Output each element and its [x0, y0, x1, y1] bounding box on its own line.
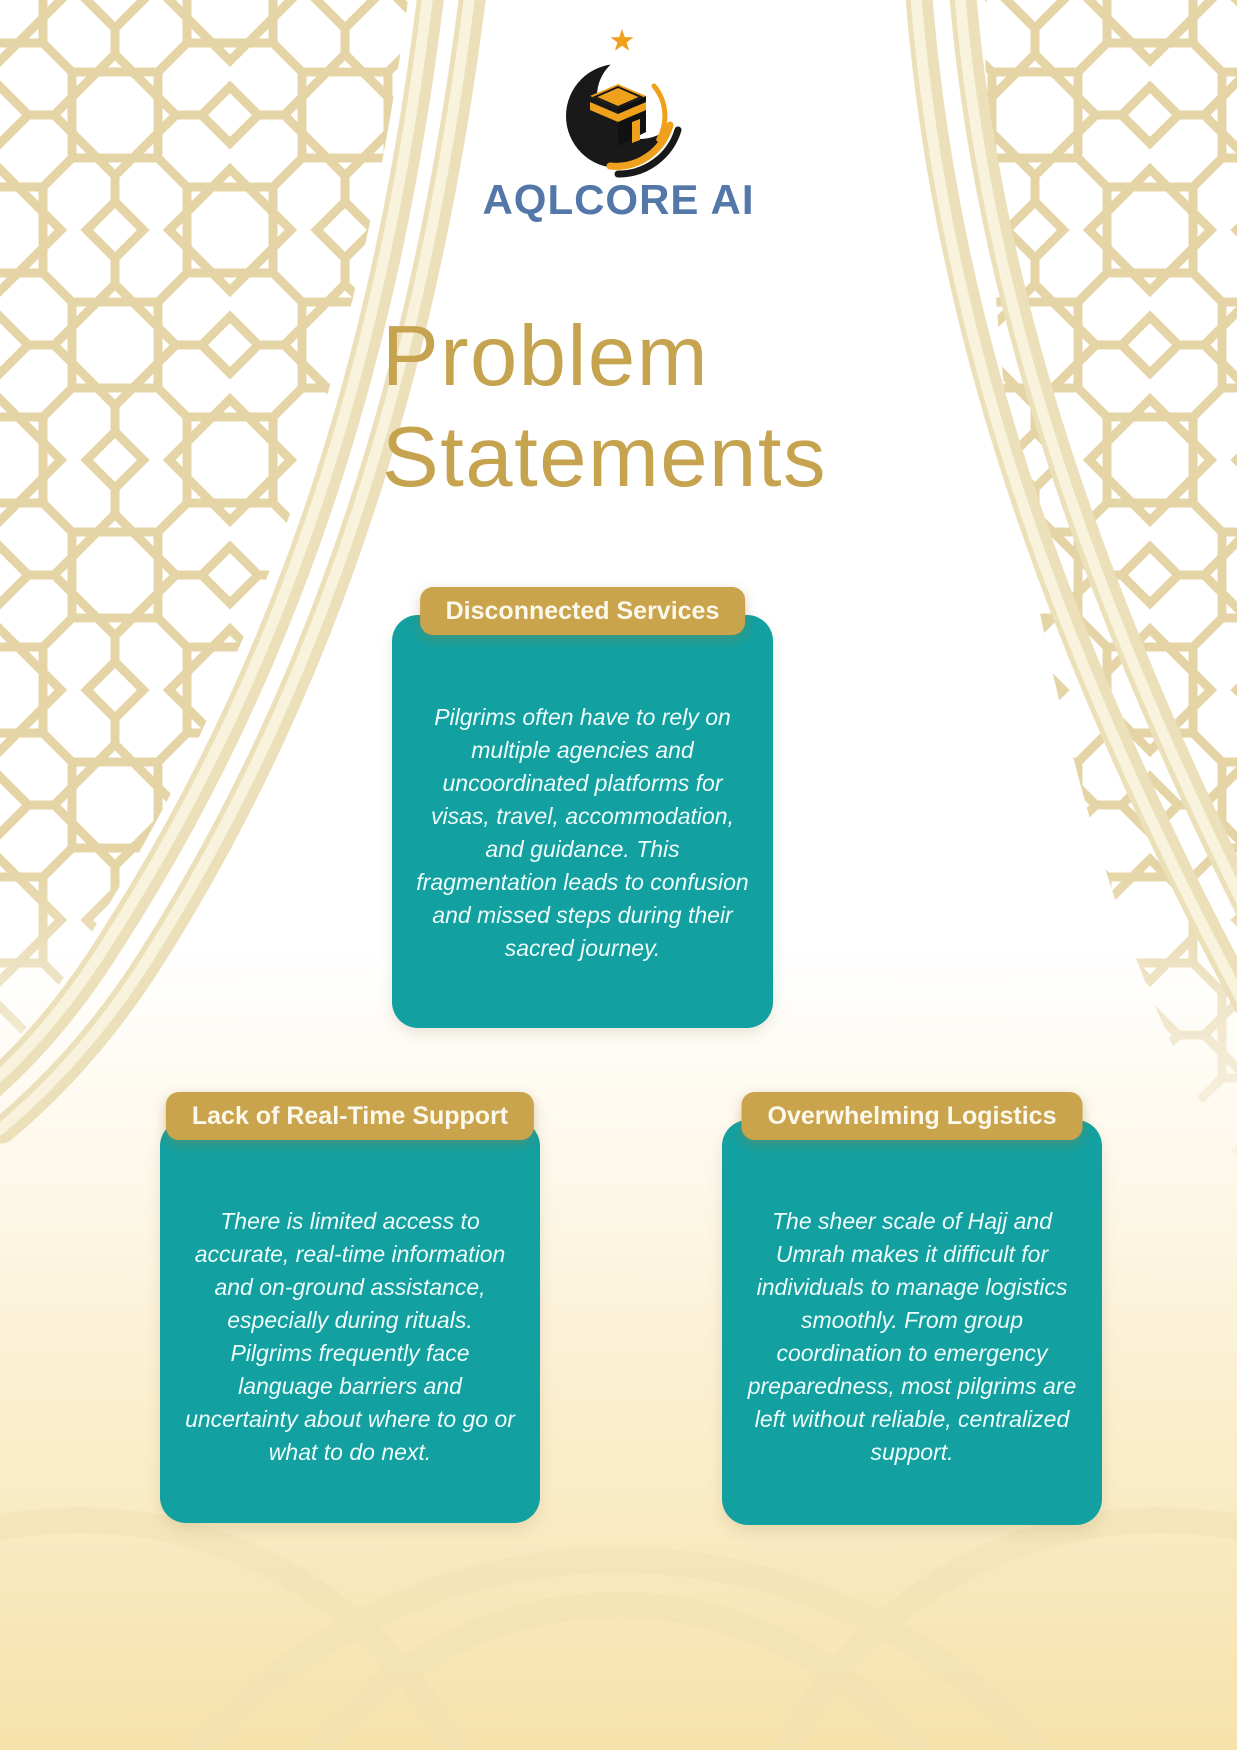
card-body-text: There is limited access to accurate, real-time information and on-ground assistance, especially during rituals. Pilgrims frequently face language barriers and uncertainty about where to go or what to do next.: [185, 1208, 515, 1465]
title-line-1: Problem: [382, 309, 710, 404]
bottom-watermark: [0, 1520, 1237, 1750]
brand-name: AQLCORE AI: [482, 176, 755, 223]
problem-card-disconnected-services: [392, 597, 773, 1028]
card-body-text: Pilgrims often have to rely on multiple agencies and uncoordinated platforms for visas, travel, accommodation, and guidance. This fragmentation leads to confusion and missed steps during their sacred journey.: [416, 704, 749, 961]
card-body-text: The sheer scale of Hajj and Umrah makes it difficult for individuals to manage logistics smoothly. From group coordination to emergency preparedness, most pilgrims are left without reliable, centralized support.: [747, 1208, 1077, 1465]
problem-card-lack-of-real-time-support: [160, 1102, 540, 1523]
card-badge: Disconnected Services: [420, 587, 746, 635]
card-badge: Overwhelming Logistics: [742, 1092, 1083, 1140]
title-line-2: Statements: [382, 410, 827, 505]
kaaba-crescent-logo-icon: [552, 28, 692, 188]
star-icon: [611, 29, 634, 51]
page-title: [382, 306, 827, 508]
problem-card-overwhelming-logistics: [722, 1102, 1102, 1525]
card-badge: Lack of Real-Time Support: [166, 1092, 534, 1140]
